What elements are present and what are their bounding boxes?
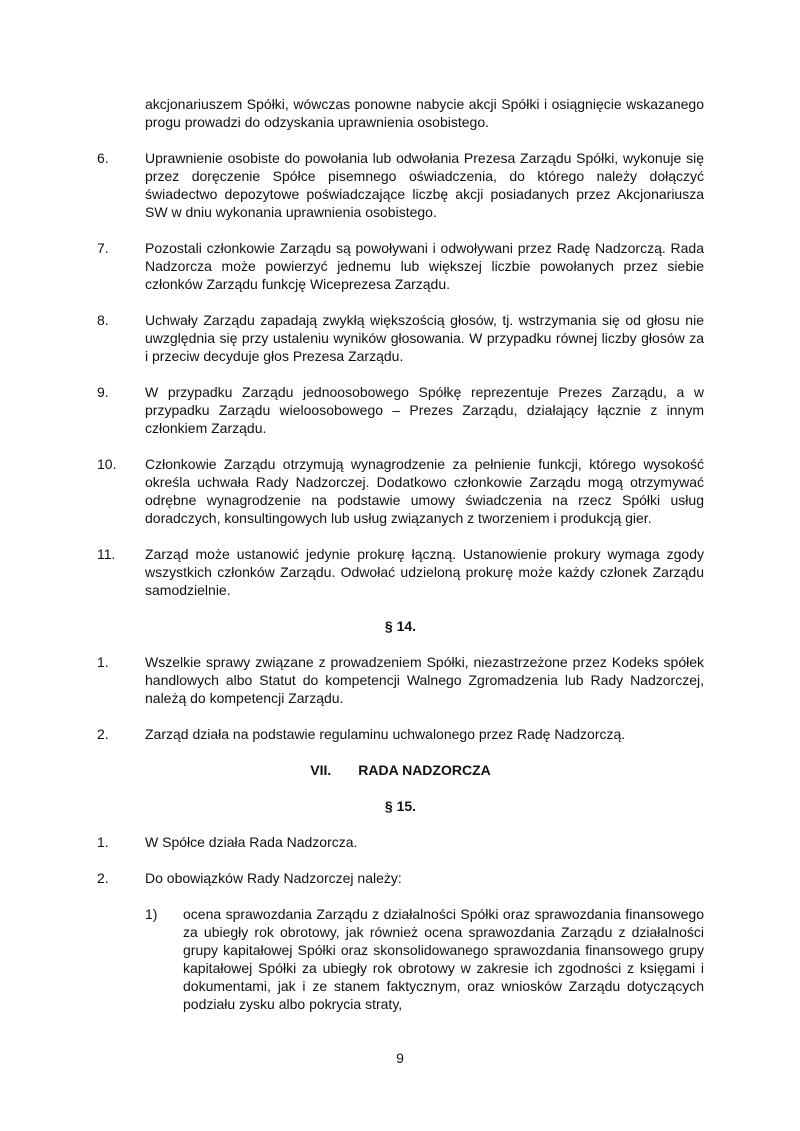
subitem-number: 1) (145, 906, 158, 922)
list-item (97, 725, 704, 743)
item-number: 8. (97, 312, 109, 328)
item-text: Uchwały Zarządu zapadają zwykłą większością głosów, tj. wstrzymania się od głosu nie uwzględnia się przy ustaleniu wyników głosowania. W przypadku równej liczby głosów za i przeciw decyduje głos Prezesa Zarządu. (145, 312, 704, 364)
item-text: Pozostali członkowie Zarządu są powoływani i odwoływani przez Radę Nadzorczą. Rada Nadzorcza może powierzyć jednemu lub większej liczbie powołanych przez siebie członków Zarządu funkcję Wiceprezesa Zarządu. (145, 240, 704, 292)
chapter-title: RADA NADZORCZA (358, 762, 491, 778)
item-text: Do obowiązków Rady Nadzorczej należy: (145, 870, 402, 886)
page-content (97, 95, 704, 1031)
item-text: W przypadku Zarządu jednoosobowego Spółkę reprezentuje Prezes Zarządu, a w przypadku Zarządu wieloosobowego – Prezes Zarządu, działający łącznie z innym członkiem Zarządu. (145, 384, 704, 436)
item-number: 11. (97, 546, 116, 562)
page-number: 9 (396, 1050, 404, 1066)
item-number: 1. (97, 834, 109, 850)
sub-list-item (145, 905, 704, 1013)
item-number: 7. (97, 240, 109, 256)
item-text: Uprawnienie osobiste do powołania lub odwołania Prezesa Zarządu Spółki, wykonuje się przez doręczenie Spółce pisemnego oświadczenia, do którego należy dołączyć świadectwo depozytowe poświadczające liczbę akcji posiadanych przez Akcjonariusza SW w dniu wykonania uprawnienia osobistego. (145, 150, 704, 220)
item-number: 9. (97, 384, 109, 400)
list-item (97, 455, 704, 527)
list-item (97, 239, 704, 293)
subitem-text: ocena sprawozdania Zarządu z działalności Spółki oraz sprawozdania finansowego za ubiegły rok obrotowy, jak również ocena sprawozdania Zarządu z działalności grupy kapitałowej Spółki oraz skonsolidowanego sprawozdania finansowego grupy kapitałowej Spółki za ubiegły rok obrotowy w zakresie ich zgodności z księgami i dokumentami, jak i ze stanem faktycznym, oraz wniosków Zarządu dotyczących podziału zysku albo pokrycia straty, (183, 906, 704, 1012)
item-number: 6. (97, 150, 109, 166)
list-item (97, 311, 704, 365)
item-number: 2. (97, 726, 109, 742)
item-text: W Spółce działa Rada Nadzorcza. (145, 834, 358, 850)
item-number: 1. (97, 654, 109, 670)
item-text: Wszelkie sprawy związane z prowadzeniem Spółki, niezastrzeżone przez Kodeks spółek handlowych albo Statut do kompetencji Walnego Zgromadzenia lub Rady Nadzorczej, należą do kompetencji Zarządu. (145, 654, 704, 706)
item-text: Członkowie Zarządu otrzymują wynagrodzenie za pełnienie funkcji, którego wysokość określa uchwała Rady Nadzorczej. Dodatkowo członkowie Zarządu mogą otrzymywać odrębne wynagrodzenie na podstawie umowy świadczenia na rzecz Spółki usług doradczych, konsultingowych lub usług związanych z tworzeniem i produkcją gier. (145, 456, 704, 526)
section-heading-14: § 14. (384, 618, 417, 634)
chapter-heading (97, 761, 704, 779)
list-item (97, 653, 704, 707)
item-number: 2. (97, 870, 109, 886)
continuation-paragraph: akcjonariuszem Spółki, wówczas ponowne nabycie akcji Spółki i osiągnięcie wskazanego progu prowadzi do odzyskania uprawnienia osobistego. (145, 96, 704, 130)
chapter-number: VII. (310, 762, 332, 778)
section-heading-15: § 15. (384, 798, 417, 814)
item-number: 10. (97, 456, 117, 472)
list-item (97, 869, 704, 887)
list-item (97, 833, 704, 851)
list-item (97, 383, 704, 437)
list-item (97, 545, 704, 599)
item-text: Zarząd działa na podstawie regulaminu uchwalonego przez Radę Nadzorczą. (145, 726, 626, 742)
list-item (97, 149, 704, 221)
item-text: Zarząd może ustanowić jedynie prokurę łączną. Ustanowienie prokury wymaga zgody wszystkich członków Zarządu. Odwołać udzieloną prokurę może każdy członek Zarządu samodzielnie. (145, 546, 704, 598)
